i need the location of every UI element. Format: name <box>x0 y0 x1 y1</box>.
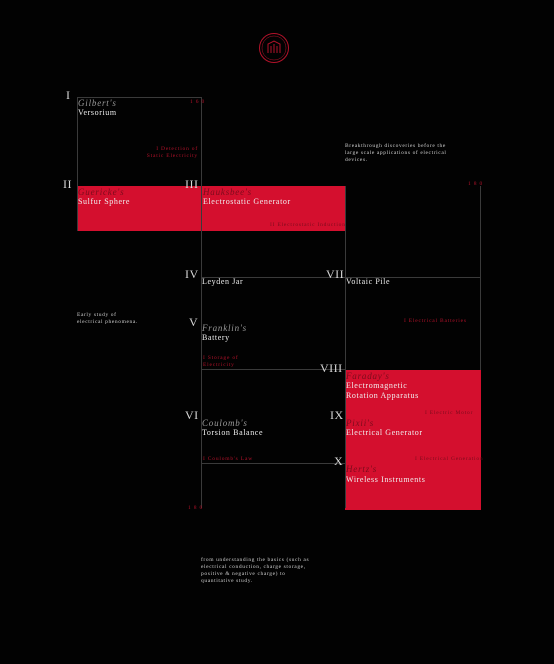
year-label-right: 1 8 0 <box>468 181 483 187</box>
inventor-name-1: Gilbert's <box>78 98 117 108</box>
device-title-8: Electromagnetic Rotation Apparatus <box>346 381 419 400</box>
grid-line <box>201 463 345 464</box>
grid-line <box>201 97 202 508</box>
device-title-10: Wireless Instruments <box>346 475 426 484</box>
device-title-2: Sulfur Sphere <box>78 197 131 206</box>
numeral-6: VI <box>185 408 199 422</box>
numeral-3: III <box>185 177 199 191</box>
caption-summary: from understanding the basics (such as electrical conduction, charge storage, positive & negative charge) to quantitative study. <box>201 557 310 584</box>
year-label-top: 1 6 0 <box>190 99 205 105</box>
numeral-10: X <box>334 454 344 468</box>
numeral-9: IX <box>330 408 344 422</box>
impact-note-6: I Coulomb's Law <box>203 456 253 462</box>
impact-note-8: I Electric Motor <box>425 410 474 416</box>
device-title-5: Battery <box>202 333 230 342</box>
circular-emblem-icon <box>258 32 290 64</box>
numeral-2: II <box>63 177 72 191</box>
impact-note-3: II Electrostatic Induction <box>270 222 346 228</box>
grid-line <box>480 186 481 370</box>
inventor-name-10: Hertz's <box>346 464 378 474</box>
caption-breakthrough: Breakthrough discoveries before the large scale applications of electrical devices. <box>345 143 447 163</box>
device-title-7: Voltaic Pile <box>346 277 391 286</box>
impact-note-5: I Storage of Electricity <box>203 355 239 368</box>
numeral-4: IV <box>185 267 199 281</box>
year-label-bottom: 1 8 0 <box>188 505 203 511</box>
impact-note-7: I Electrical Batteries <box>404 318 467 324</box>
inventor-name-8: Faraday's <box>346 371 390 381</box>
inventor-name-2: Guericke's <box>78 187 125 197</box>
device-title-6: Torsion Balance <box>202 428 264 437</box>
inventor-name-5: Franklin's <box>202 323 247 333</box>
impact-note-1: I Detection of Static Electricity <box>146 146 198 159</box>
numeral-7: VII <box>326 267 345 281</box>
grid-line <box>77 97 78 231</box>
grid-line <box>345 186 346 508</box>
numeral-5: V <box>189 315 199 329</box>
inventor-name-9: Pixii's <box>346 418 375 428</box>
impact-note-9: I Electrical Generation <box>415 456 484 462</box>
device-title-9: Electrical Generator <box>346 428 423 437</box>
inventor-name-6: Coulomb's <box>202 418 248 428</box>
caption-early-study: Early study of electrical phenomena. <box>77 312 138 325</box>
numeral-8: VIII <box>320 361 343 375</box>
numeral-1: I <box>66 88 71 102</box>
device-title-1: Versorium <box>78 108 117 117</box>
inventor-name-3: Hauksbee's <box>203 187 252 197</box>
device-title-4: Leyden Jar <box>202 277 244 286</box>
device-title-3: Electrostatic Generator <box>203 197 291 206</box>
